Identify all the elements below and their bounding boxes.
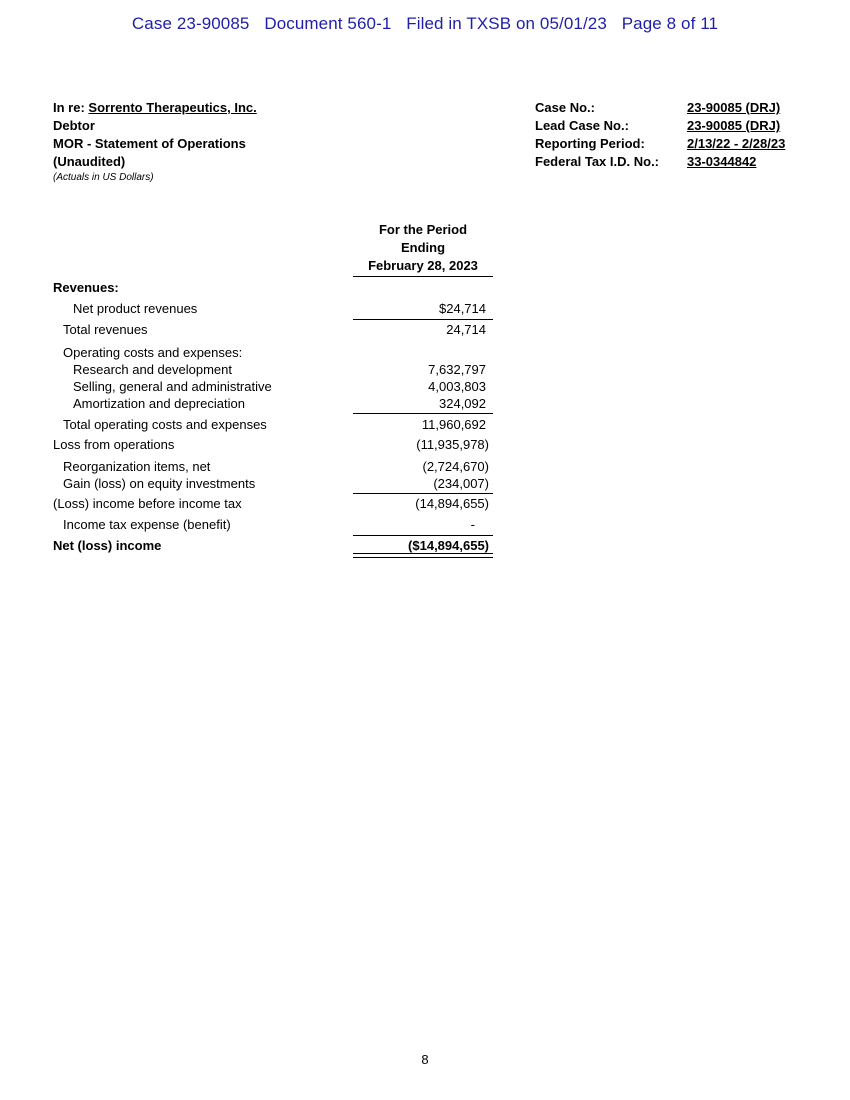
banner-case: Case 23-90085 xyxy=(131,14,250,33)
row-label: Income tax expense (benefit) xyxy=(63,517,231,532)
income-tax-row xyxy=(53,515,493,536)
row-amount: 324,092 xyxy=(439,396,486,411)
row-amount: - xyxy=(470,517,475,532)
row-amount: $24,714 xyxy=(439,301,486,316)
row-label: Amortization and depreciation xyxy=(73,396,245,411)
in-re-line xyxy=(53,99,257,117)
total-opex-row xyxy=(53,414,493,435)
company-name: Sorrento Therapeutics, Inc. xyxy=(88,100,257,115)
research-development-row xyxy=(53,361,493,378)
column-header xyxy=(353,221,493,277)
filing-banner xyxy=(0,14,850,34)
pretax-row xyxy=(53,494,493,515)
row-label: (Loss) income before income tax xyxy=(53,496,242,511)
statement-title: MOR - Statement of Operations xyxy=(53,136,246,151)
row-amount: 24,714 xyxy=(353,320,486,339)
revenues-heading-row xyxy=(53,278,493,299)
sga-row xyxy=(53,378,493,395)
case-no-label: Case No.: xyxy=(535,100,595,115)
case-no-row xyxy=(535,99,785,117)
reporting-period-value: 2/13/22 - 2/28/23 xyxy=(687,136,786,151)
lead-case-label: Lead Case No.: xyxy=(535,118,629,133)
tax-id-value: 33-0344842 xyxy=(687,154,757,169)
row-label: Research and development xyxy=(73,362,232,377)
row-label: Total revenues xyxy=(63,322,148,337)
column-header-line1: For the Period xyxy=(378,222,468,237)
tax-id-label: Federal Tax I.D. No.: xyxy=(535,154,660,169)
row-label: Reorganization items, net xyxy=(63,459,211,474)
header-left xyxy=(53,99,257,185)
row-amount: 4,003,803 xyxy=(428,379,486,394)
total-revenues-row xyxy=(53,320,493,341)
equity-investments-row xyxy=(53,475,493,494)
loss-from-operations-row xyxy=(53,435,493,456)
row-amount: (234,007) xyxy=(433,476,489,491)
row-amount: 11,960,692 xyxy=(353,414,486,435)
row-label: Total operating costs and expenses xyxy=(63,417,267,432)
banner-page: Page 8 of 11 xyxy=(621,14,719,33)
opex-heading: Operating costs and expenses: xyxy=(63,345,243,360)
unaudited-label: (Unaudited) xyxy=(53,154,126,169)
lead-case-row xyxy=(535,117,785,135)
row-label: Selling, general and administrative xyxy=(73,379,272,394)
lead-case-value: 23-90085 (DRJ) xyxy=(687,118,781,133)
row-amount: 7,632,797 xyxy=(428,362,486,377)
row-label: Loss from operations xyxy=(53,437,175,452)
banner-filed: Filed in TXSB on 05/01/23 xyxy=(406,14,607,33)
reorganization-row xyxy=(53,458,493,475)
column-header-line2: Ending xyxy=(400,240,446,255)
net-income-row xyxy=(53,536,493,555)
header-right xyxy=(535,99,785,171)
row-amount: ($14,894,655) xyxy=(353,536,489,555)
column-header-line3: February 28, 2023 xyxy=(353,257,493,277)
row-amount: (2,724,670) xyxy=(422,459,489,474)
net-product-revenues-row xyxy=(53,299,493,320)
row-amount: (14,894,655) xyxy=(353,494,489,513)
banner-document: Document 560-1 xyxy=(264,14,392,33)
row-amount: (11,935,978) xyxy=(416,437,489,452)
row-label: Gain (loss) on equity investments xyxy=(63,476,256,491)
row-label: Net product revenues xyxy=(73,301,198,316)
statement-table xyxy=(53,278,493,555)
amortization-row xyxy=(53,395,493,412)
reporting-period-row xyxy=(535,135,785,153)
opex-heading-row xyxy=(53,344,493,361)
page-number: 8 xyxy=(421,1052,429,1067)
reporting-period-label: Reporting Period: xyxy=(535,136,645,151)
row-label: Net (loss) income xyxy=(53,538,162,553)
tax-id-row xyxy=(535,153,785,171)
currency-note: (Actuals in US Dollars) xyxy=(53,172,154,183)
debtor-label: Debtor xyxy=(53,118,95,133)
case-no-value: 23-90085 (DRJ) xyxy=(687,100,781,115)
revenues-heading: Revenues: xyxy=(53,280,119,295)
in-re-prefix: In re: xyxy=(53,100,85,115)
